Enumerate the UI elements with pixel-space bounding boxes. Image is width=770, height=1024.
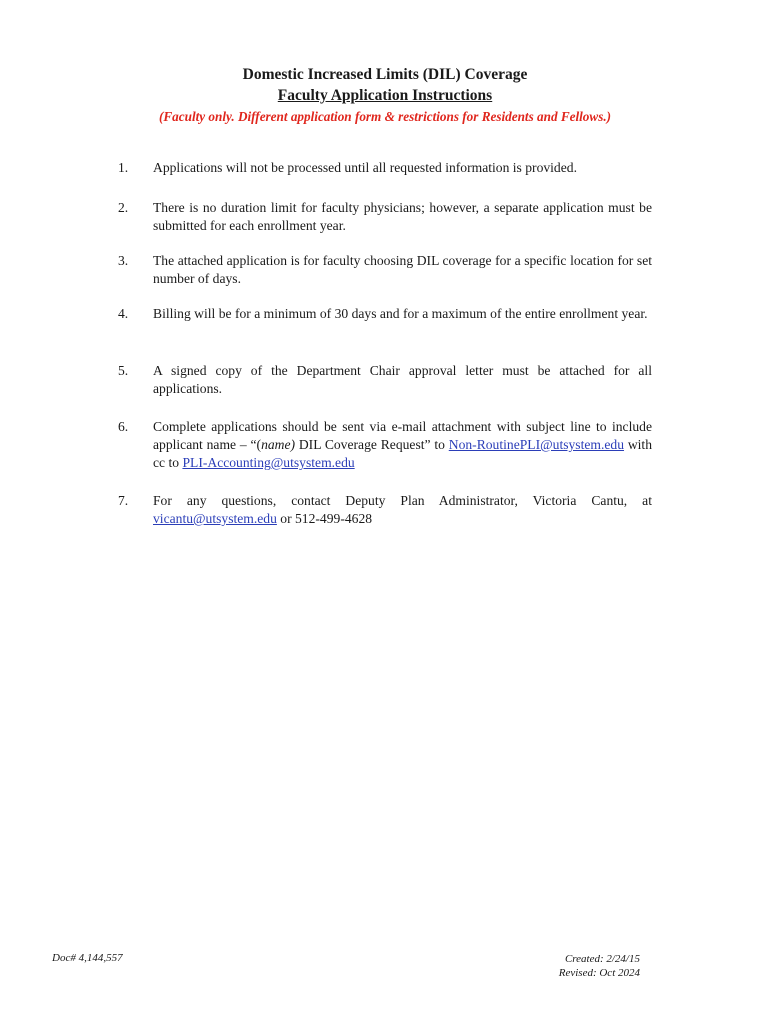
item-text-part: Complete applications should be sent via e-mail attachment with subject line to include applicant name – “(	[153, 419, 652, 452]
item-text-part: For any questions, contact Deputy Plan Administrator, Victoria Cantu, at	[153, 493, 652, 508]
document-header	[0, 64, 770, 127]
item-text	[153, 492, 652, 528]
item-text	[153, 418, 652, 472]
item-number: 3.	[118, 253, 129, 268]
item-text: Billing will be for a minimum of 30 days and for a maximum of the entire enrollment year.	[153, 306, 648, 321]
email-link-accounting[interactable]: PLI-Accounting@utsystem.edu	[182, 455, 355, 470]
doc-number: Doc# 4,144,557	[52, 952, 123, 964]
item-number: 4.	[118, 306, 129, 321]
item-number: 1.	[118, 160, 129, 175]
italic-name-text: name)	[261, 437, 296, 452]
email-link-vicantu[interactable]: vicantu@utsystem.edu	[153, 511, 277, 526]
item-text-part: DIL Coverage Request” to	[295, 437, 449, 452]
document-title: Domestic Increased Limits (DIL) Coverage	[242, 66, 528, 83]
item-number: 6.	[118, 419, 129, 434]
item-text: There is no duration limit for faculty physicians; however, a separate application must be submitted for each enrollment year.	[153, 200, 652, 233]
created-date: Created: 2/24/15	[564, 953, 640, 965]
faculty-only-note: (Faculty only. Different application form & restrictions for Residents and Fellows.)	[158, 109, 612, 124]
footer-dates	[559, 952, 640, 980]
item-text: The attached application is for faculty choosing DIL coverage for a specific location for set number of days.	[153, 253, 652, 286]
document-subtitle: Faculty Application Instructions	[277, 87, 493, 104]
item-text: A signed copy of the Department Chair approval letter must be attached for all applications.	[153, 363, 652, 396]
email-link-nonroutine[interactable]: Non-RoutinePLI@utsystem.edu	[448, 437, 625, 452]
revised-date: Revised: Oct 2024	[558, 967, 640, 979]
item-number: 5.	[118, 363, 129, 378]
item-number: 2.	[118, 200, 129, 215]
item-number: 7.	[118, 493, 129, 508]
item-text: Applications will not be processed until all requested information is provided.	[153, 160, 577, 175]
item-text-part: with cc to	[153, 437, 652, 470]
item-text-part: or 512-499-4628	[276, 511, 373, 526]
